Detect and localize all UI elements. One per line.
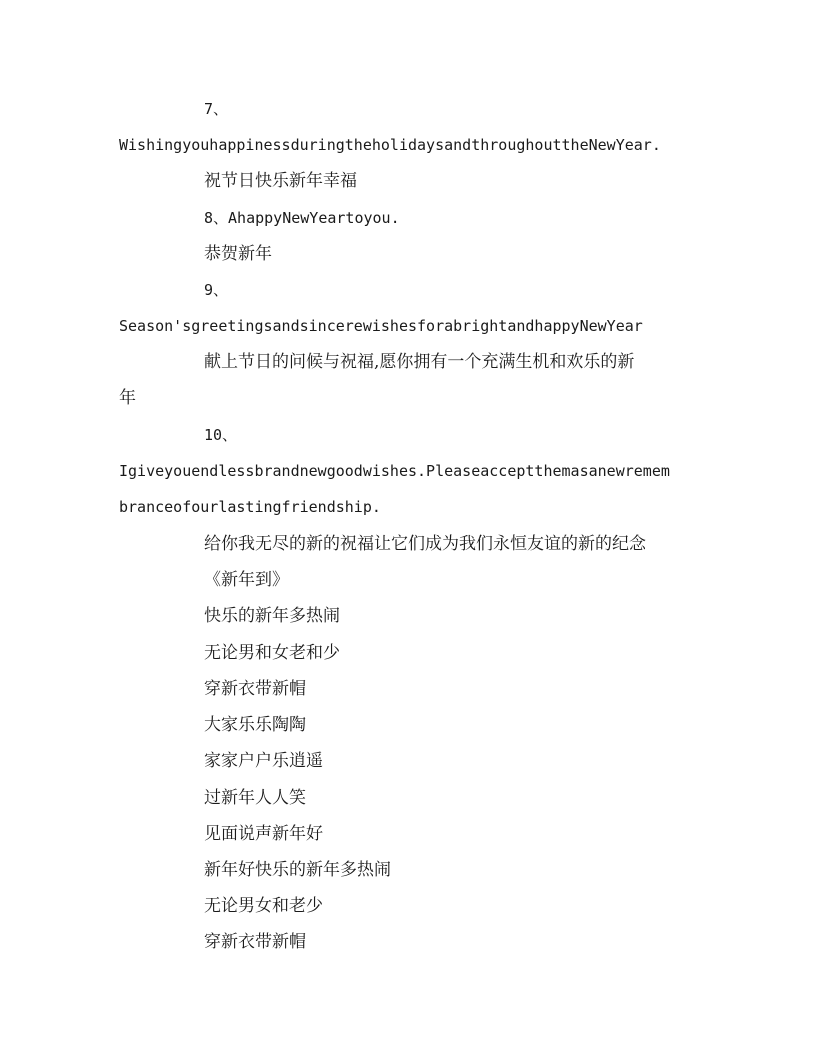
poem-line: 穿新衣带新帽 [204, 932, 306, 952]
poem-line: 无论男和女老和少 [204, 643, 340, 663]
poem-line: 家家户户乐逍遥 [204, 751, 323, 771]
item-9-chinese: 献上节日的问候与祝福,愿你拥有一个充满生机和欢乐的新 [204, 352, 635, 372]
item-7-number: 7、 [204, 100, 229, 118]
item-8-english: 8、AhappyNewYeartoyou. [204, 209, 400, 227]
item-10-chinese: 给你我无尽的新的祝福让它们成为我们永恒友谊的新的纪念 [204, 534, 646, 554]
poem-line: 无论男女和老少 [204, 896, 323, 916]
item-9-number: 9、 [204, 281, 229, 299]
item-9-chinese-wrap: 年 [119, 388, 136, 408]
poem-line: 穿新衣带新帽 [204, 679, 306, 699]
poem-title: 《新年到》 [204, 570, 289, 590]
item-7-chinese: 祝节日快乐新年幸福 [204, 171, 357, 191]
item-9-english: Season'sgreetingsandsincerewishesforabrightandhappyNewYear [119, 317, 643, 335]
poem-line: 快乐的新年多热闹 [204, 606, 340, 626]
item-8-chinese: 恭贺新年 [204, 244, 272, 264]
poem-line: 过新年人人笑 [204, 788, 306, 808]
poem-line: 大家乐乐陶陶 [204, 715, 306, 735]
poem-line: 新年好快乐的新年多热闹 [204, 860, 391, 880]
item-10-number: 10、 [204, 426, 238, 444]
item-10-english: Igiveyouendlessbrandnewgoodwishes.Pleaseacceptthemasanewremem [119, 462, 670, 480]
poem-line: 见面说声新年好 [204, 824, 323, 844]
item-10-english-wrap: branceofourlastingfriendship. [119, 498, 381, 516]
item-7-english: WishingyouhappinessduringtheholidaysandthroughouttheNewYear. [119, 136, 661, 154]
